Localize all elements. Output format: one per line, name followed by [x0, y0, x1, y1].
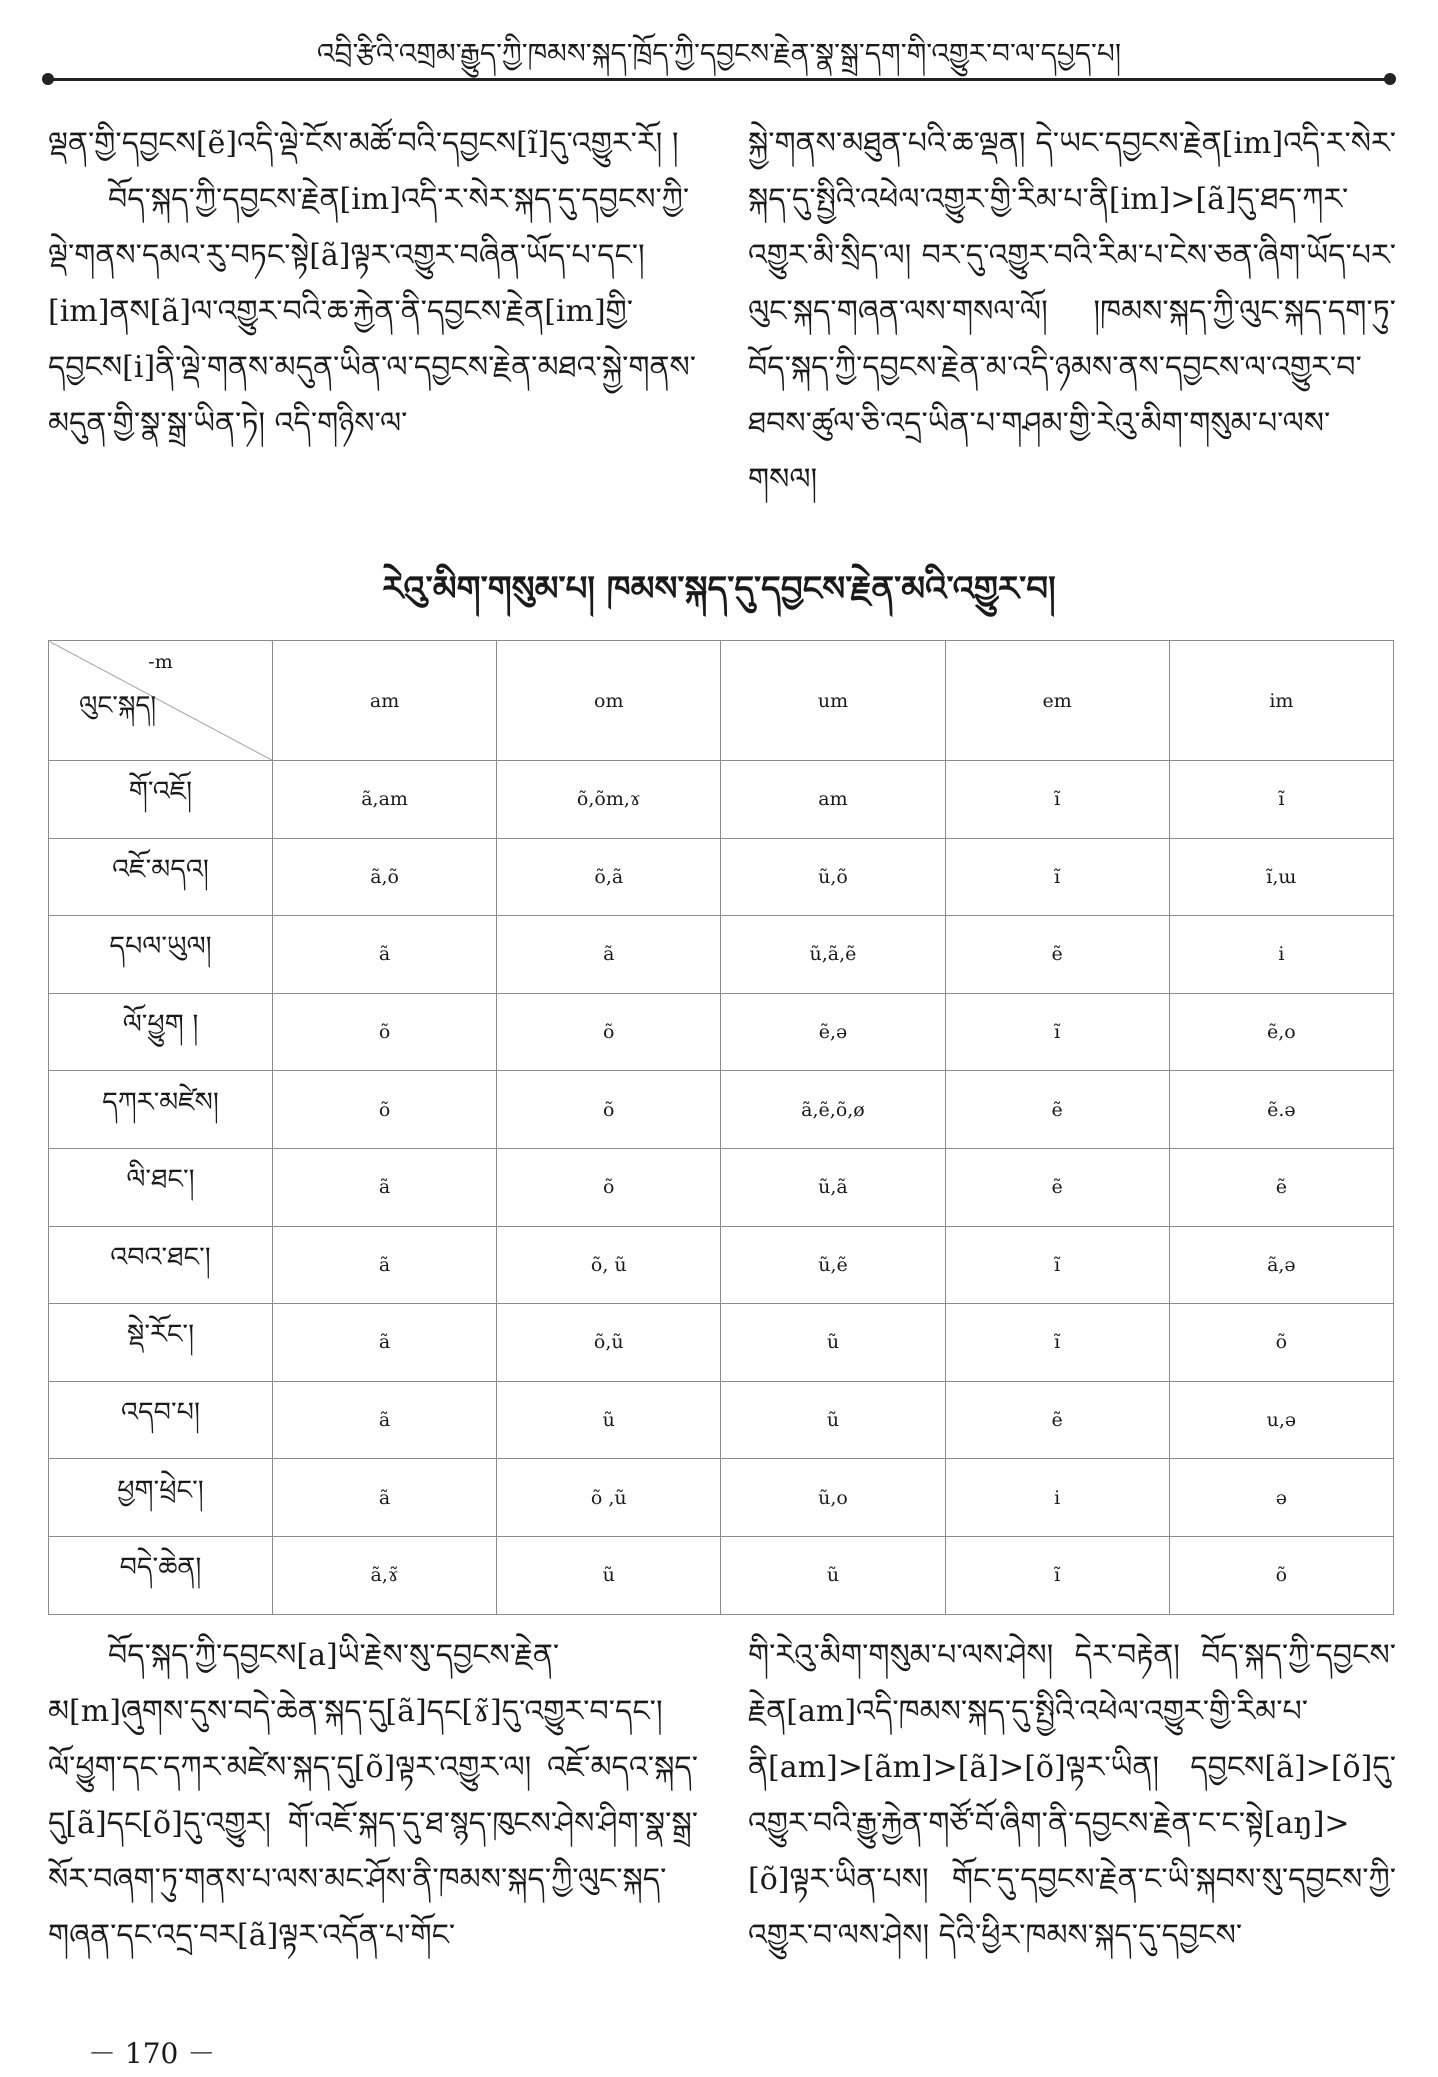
table-cell: ẽ	[945, 1381, 1169, 1459]
bottom-right-column	[748, 1628, 1396, 2018]
table-cell: ã,ɤ̃	[273, 1536, 497, 1614]
table-cell: ẽ	[945, 916, 1169, 994]
table-cell: õ,ũ	[497, 1304, 721, 1382]
top-right-column	[748, 116, 1396, 516]
table-cell: ã	[273, 1148, 497, 1226]
paragraph: གི་རེའུ་མིག་གསུམ་པ་ལས་ཤེས། དེར་བརྟེན། བོད་སྐད་ཀྱི་དབྱངས་རྗེན[am]འདི་ཁམས་སྐད་དུ་སྤྱིའི་འཕེལ་འགྱུར་གྱི་རིམ་པ་ནི[am]>[ãm]>[ã]>[õ]ལྟར་ཡིན། དབྱངས[ã]>[õ]དུ་འགྱུར་བའི་རྒྱུ་རྐྱེན་གཙོ་བོ་ཞིག་ནི་དབྱངས་རྗེན་ང་ང་སྟེ[aŋ]>[õ]ལྟར་ཡིན་པས། གོང་དུ་དབྱངས་རྗེན་ང་ཡི་སྐབས་སུ་དབྱངས་ཀྱི་འགྱུར་བ་ལས་ཤེས། དེའི་ཕྱིར་ཁམས་སྐད་དུ་དབྱངས་	[748, 1638, 1396, 1953]
table-cell: õ	[1169, 1536, 1393, 1614]
top-left-column	[48, 116, 698, 516]
paragraph: སྐྱེ་གནས་མཐུན་པའི་ཆ་ལྡན། དེ་ཡང་དབྱངས་རྗེན[im]འདི་ར་སེར་སྐད་དུ་སྤྱིའི་འཕེལ་འགྱུར་གྱི་རིམ་པ་ནི[im]>[ã]དུ་ཐད་ཀར་འགྱུར་མི་སྲིད་ལ། བར་དུ་འགྱུར་བའི་རིམ་པ་ངེས་ཅན་ཞིག་ཡོད་པར་ལུང་སྐད་གཞན་ལས་གསལ་ལོ། །ཁམས་སྐད་ཀྱི་ལུང་སྐད་དག་ཏུ་བོད་སྐད་ཀྱི་དབྱངས་རྗེན་མ་འདི་ཉམས་ནས་དབྱངས་ལ་འགྱུར་བ་ཐབས་ཚུལ་ཅི་འདྲ་ཡིན་པ་གཤམ་གྱི་རེའུ་མིག་གསུམ་པ་ལས་གསལ།	[748, 126, 1396, 497]
running-header: འབྲི་རྩིའི་འགྲམ་རྒྱུད་ཀྱི་ཁམས་སྐད་ཁྲོད་ཀྱི་དབྱངས་རྗེན་སྣ་སྒྲ་དག་གི་འགྱུར་བ་ལ་དཔྱད་པ།	[316, 37, 1122, 70]
table-cell: ã,ẽ,õ,ø	[721, 1071, 945, 1149]
table-cell: ã	[497, 916, 721, 994]
table-cell: ĩ	[945, 1226, 1169, 1304]
table-cell: ũ	[497, 1381, 721, 1459]
table-cell: ĩ	[945, 761, 1169, 839]
table-cell: ĩ	[945, 838, 1169, 916]
table-cell: õ,õm,ɤ	[497, 761, 721, 839]
rule-dot-right	[1384, 73, 1396, 85]
table-cell: ẽ	[1169, 1148, 1393, 1226]
table-row	[49, 761, 1394, 839]
table-cell: i	[1169, 916, 1393, 994]
table-cell: ã	[273, 1226, 497, 1304]
table-cell: ã	[273, 916, 497, 994]
table-cell: ã,õ	[273, 838, 497, 916]
table-cell: ã,am	[273, 761, 497, 839]
row-label: བདེ་ཆེན།	[49, 1536, 273, 1614]
bottom-left-column	[48, 1628, 698, 2018]
table-cell: ũ,ẽ	[721, 1226, 945, 1304]
table-cell: ẽ,o	[1169, 993, 1393, 1071]
table-caption: རེའུ་མིག་གསུམ་པ། ཁམས་སྐད་དུ་དབྱངས་རྗེན་མའི་འགྱུར་བ།	[382, 569, 1056, 609]
page-number: － 170 －	[88, 2037, 216, 2070]
row-label: འབའ་ཐང་།	[49, 1226, 273, 1304]
table-cell: õ	[1169, 1304, 1393, 1382]
table-cell: ã	[273, 1304, 497, 1382]
table-cell: ẽ	[945, 1148, 1169, 1226]
table-cell: õ ,ũ	[497, 1459, 721, 1537]
table-cell: ə	[1169, 1459, 1393, 1537]
table-cell: ũ	[497, 1536, 721, 1614]
paragraph: བོད་སྐད་ཀྱི་དབྱངས་རྗེན[im]འདི་ར་སེར་སྐད་དུ་དབྱངས་ཀྱི་ལྡེ་གནས་དམའ་རུ་བཏང་སྟེ[ã]ལྟར་འགྱུར་བཞིན་ཡོད་པ་དང་། [im]ནས[ã]ལ་འགྱུར་བའི་ཆ་རྐྱེན་ནི་དབྱངས་རྗེན[im]གྱི་དབྱངས[i]ནི་ལྡེ་གནས་མདུན་ཡིན་ལ་དབྱངས་རྗེན་མཐའ་སྐྱེ་གནས་མདུན་གྱི་སྣ་སྒྲ་ཡིན་ཏེ། འདི་གཉིས་ལ་	[48, 182, 697, 441]
paragraph: ལྡན་གྱི་དབྱངས[ẽ]འདི་ལྡེ་ངོས་མཚོ་བའི་དབྱངས[ĩ]དུ་འགྱུར་རོ། །	[48, 126, 679, 161]
row-label: འདབ་པ།	[49, 1381, 273, 1459]
row-label: ཕྱག་ཕྲེང་།	[49, 1459, 273, 1537]
table-cell: ẽ	[945, 1071, 1169, 1149]
column-header: im	[1169, 641, 1393, 761]
column-header: om	[497, 641, 721, 761]
table-cell: ũ,ã	[721, 1148, 945, 1226]
table-row	[49, 838, 1394, 916]
table-cell: õ	[497, 1148, 721, 1226]
table-cell: õ,ã	[497, 838, 721, 916]
table-cell: u,ə	[1169, 1381, 1393, 1459]
table-row	[49, 1536, 1394, 1614]
table-cell: ĩ	[945, 1304, 1169, 1382]
row-label: ལི་ཐང་།	[49, 1148, 273, 1226]
table-corner-cell	[49, 641, 273, 761]
table-cell: õ	[273, 1071, 497, 1149]
table-cell: ã,ə	[1169, 1226, 1393, 1304]
table-cell: ũ,õ	[721, 838, 945, 916]
corner-top-label: -m	[148, 651, 173, 673]
vowel-change-table	[48, 640, 1394, 1615]
table-cell: ũ	[721, 1304, 945, 1382]
table-cell: ũ	[721, 1536, 945, 1614]
table-cell: ĩ	[1169, 761, 1393, 839]
table-row	[49, 993, 1394, 1071]
row-label: དཔལ་ཡུལ།	[49, 916, 273, 994]
table-row	[49, 1071, 1394, 1149]
table-row	[49, 1459, 1394, 1537]
table-cell: õ	[497, 1071, 721, 1149]
table-cell: ũ,ã,ẽ	[721, 916, 945, 994]
table-cell: õ	[497, 993, 721, 1071]
table-cell: õ, ũ	[497, 1226, 721, 1304]
table-cell: õ	[273, 993, 497, 1071]
table-row	[49, 916, 1394, 994]
table-row	[49, 1304, 1394, 1382]
table-row	[49, 1148, 1394, 1226]
column-header: am	[273, 641, 497, 761]
corner-bottom-label: ལུང་སྐད།	[79, 691, 157, 721]
table-cell: ã	[273, 1459, 497, 1537]
table-cell: ĩ,ɯ	[1169, 838, 1393, 916]
row-label: སྡེ་རོང་།	[49, 1304, 273, 1382]
table-cell: i	[945, 1459, 1169, 1537]
header-rule	[48, 78, 1390, 81]
row-label: གོ་འཇོ།	[49, 761, 273, 839]
row-label: འཇོ་མདའ།	[49, 838, 273, 916]
table-cell: ã	[273, 1381, 497, 1459]
table-cell: ĩ	[945, 993, 1169, 1071]
table-cell: am	[721, 761, 945, 839]
table-cell: ẽ.ə	[1169, 1071, 1393, 1149]
table-cell: ũ	[721, 1381, 945, 1459]
table-row	[49, 1226, 1394, 1304]
table-cell: ẽ,ə	[721, 993, 945, 1071]
table-header-row	[49, 641, 1394, 761]
table-cell: ũ,o	[721, 1459, 945, 1537]
row-label: ལོ་ཕྱུག །	[49, 993, 273, 1071]
table-cell: ĩ	[945, 1536, 1169, 1614]
row-label: དཀར་མཛེས།	[49, 1071, 273, 1149]
paragraph: བོད་སྐད་ཀྱི་དབྱངས[a]ཡི་རྗེས་སུ་དབྱངས་རྗེན་མ[m]ཞུགས་དུས་བདེ་ཆེན་སྐད་དུ[ã]དང[ɤ̃]དུ་འགྱུར་བ་དང་། ལོ་ཕྱུག་དང་དཀར་མཛེས་སྐད་དུ[õ]ལྟར་འགྱུར་ལ། འཇོ་མདའ་སྐད་དུ[ã]དང[õ]དུ་འགྱུར། གོ་འཇོ་སྐད་དུ་ཐ་སྙད་ཁུངས་ཤེས་ཤིག་སྣ་སྒྲ་སོར་བཞག་ཏུ་གནས་པ་ལས་མང་ཤོས་ནི་ཁམས་སྐད་ཀྱི་ལུང་སྐད་གཞན་དང་འདྲ་བར[ã]ལྟར་འདོན་པ་གོང་	[48, 1638, 698, 1953]
column-header: em	[945, 641, 1169, 761]
column-header: um	[721, 641, 945, 761]
table-row	[49, 1381, 1394, 1459]
